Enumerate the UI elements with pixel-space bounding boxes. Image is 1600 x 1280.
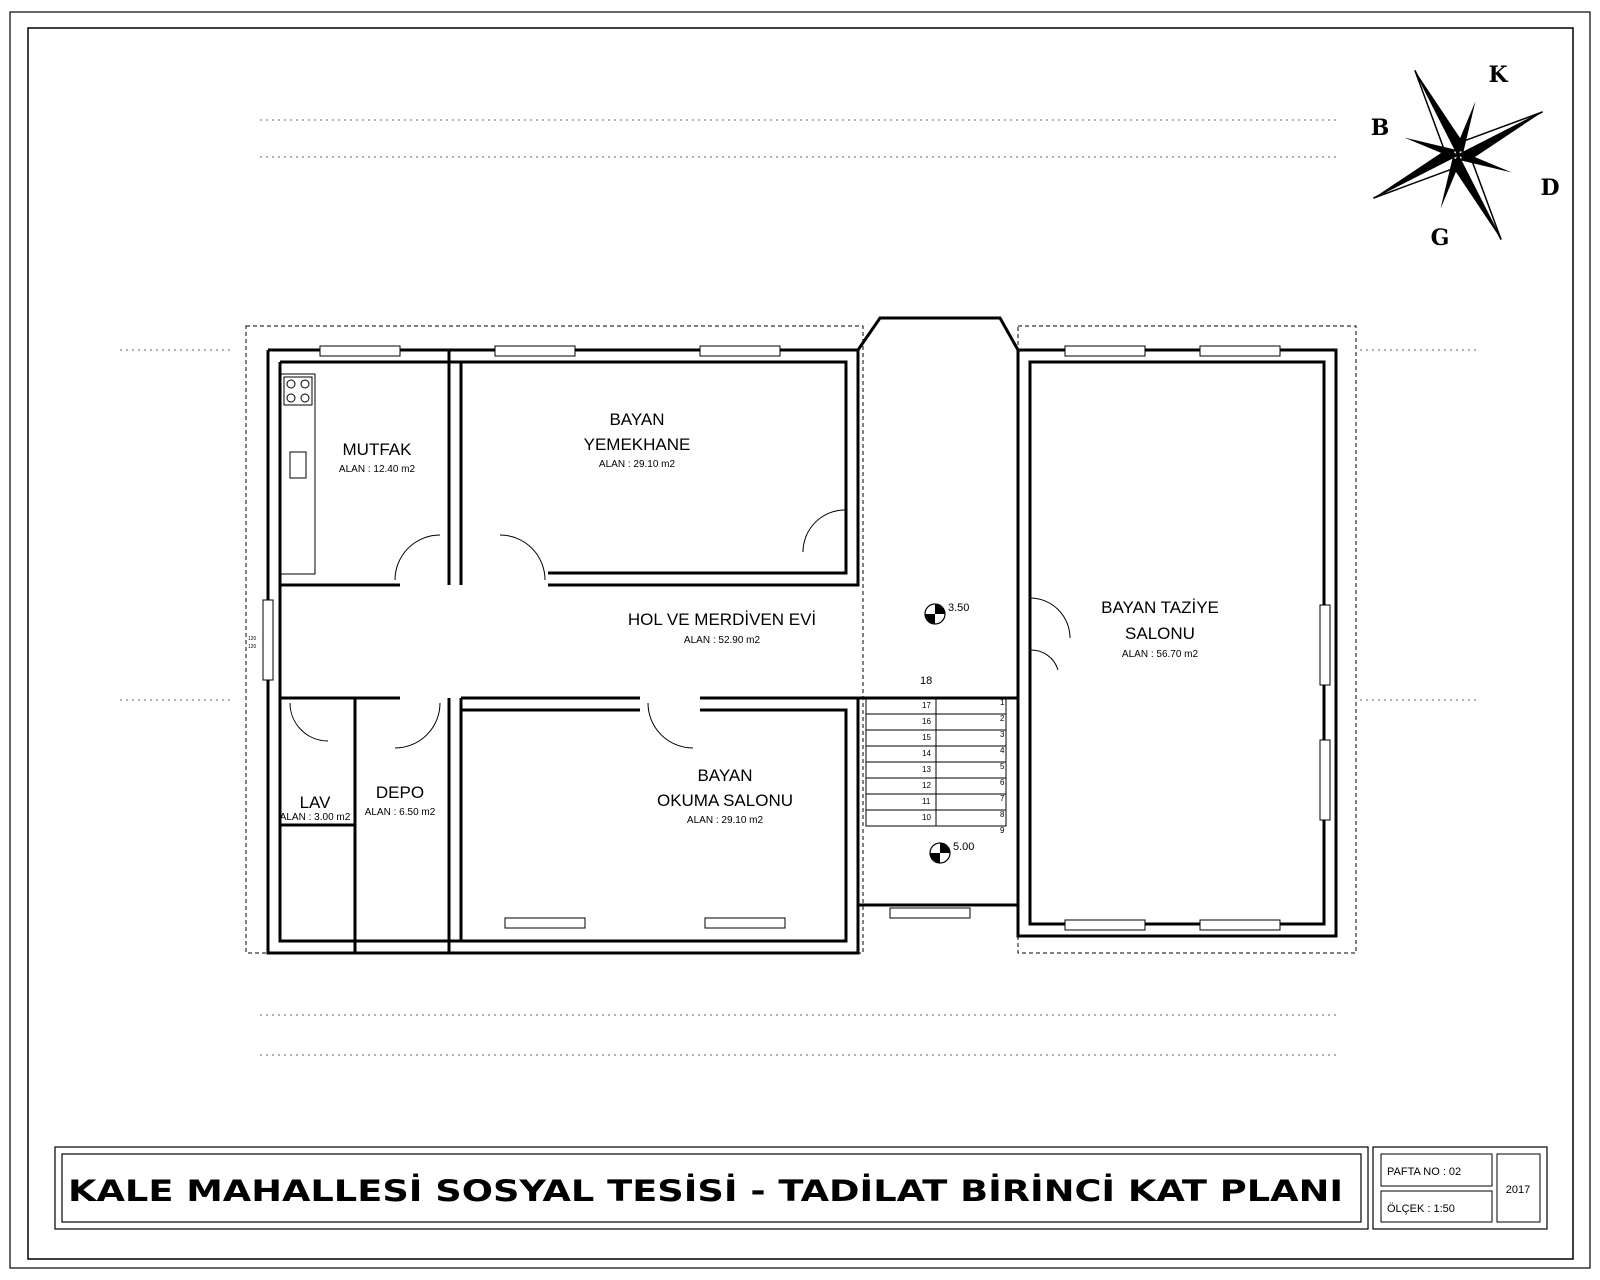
- window-dim-label: 120: [248, 644, 257, 650]
- kitchen-counter: [281, 374, 315, 574]
- compass-north-letter: K: [1488, 62, 1508, 88]
- room-name-depo: DEPO: [375, 783, 425, 802]
- stair-number: 11: [922, 797, 931, 806]
- room-name-okuma-1: BAYAN: [697, 766, 753, 785]
- room-name-yemekhane-2: YEMEKHANE: [583, 435, 691, 454]
- room-name-yemekhane-1: BAYAN: [609, 410, 665, 429]
- inner-border: [28, 28, 1573, 1259]
- doors: [290, 510, 1070, 748]
- stair-numbers-right: [1000, 698, 1005, 835]
- room-area-taziye: ALAN : 56.70 m2: [1121, 649, 1199, 660]
- room-area-yemekhane: ALAN : 29.10 m2: [598, 459, 676, 470]
- room-name-mutfak: MUTFAK: [342, 440, 412, 459]
- room-name-lav: LAV: [299, 793, 331, 812]
- stair-number: 5: [1000, 762, 1005, 771]
- pafta-number: PAFTA NO : 02: [1387, 1166, 1462, 1178]
- stair-number: 13: [922, 765, 931, 774]
- stair-number: 8: [1000, 810, 1005, 819]
- level-marker-hol: [925, 604, 945, 624]
- room-area-okuma: ALAN : 29.10 m2: [686, 815, 764, 826]
- stair-number: 4: [1000, 746, 1005, 755]
- room-area-depo: ALAN : 6.50 m2: [364, 807, 436, 818]
- stair-number: 9: [1000, 826, 1005, 835]
- level-value-stair: 5.00: [953, 841, 975, 853]
- stair-number: 3: [1000, 730, 1005, 739]
- north-arrow-compass: [1330, 27, 1586, 283]
- drawing-year: 2017: [1505, 1184, 1531, 1196]
- stair-number: 2: [1000, 714, 1005, 723]
- window-dim-label: 120: [248, 636, 257, 642]
- stair-number: 15: [922, 733, 931, 742]
- stair-treads: [866, 698, 1006, 826]
- drawing-title: KALE MAHALLESİ SOSYAL TESİSİ - TADİLAT BİRİNCİ KAT PLANI: [68, 1174, 1343, 1208]
- stair-number: 1: [1000, 698, 1005, 707]
- outer-border: [10, 12, 1590, 1268]
- room-area-mutfak: ALAN : 12.40 m2: [338, 464, 416, 475]
- stair-number: 16: [922, 717, 931, 726]
- level-value-hol: 3.50: [948, 602, 970, 614]
- compass-south-letter: G: [1430, 225, 1450, 251]
- stair-number: 17: [922, 701, 931, 710]
- compass-east-letter: D: [1540, 175, 1560, 201]
- stair-top-number: 18: [920, 675, 933, 687]
- stair-number: 14: [922, 749, 931, 758]
- level-marker-stair: [930, 843, 950, 863]
- room-name-okuma-2: OKUMA SALONU: [656, 791, 794, 810]
- stair-number: 6: [1000, 778, 1005, 787]
- compass-west-letter: B: [1370, 115, 1390, 141]
- room-name-taziye-1: BAYAN TAZİYE: [1101, 598, 1219, 617]
- drawing-scale: ÖLÇEK : 1:50: [1387, 1203, 1455, 1215]
- stair-number: 7: [1000, 794, 1005, 803]
- stair-number: 10: [922, 813, 931, 822]
- room-area-hol: ALAN : 52.90 m2: [683, 635, 761, 646]
- room-area-lav: ALAN : 3.00 m2: [279, 812, 351, 823]
- room-name-hol: HOL VE MERDİVEN EVİ: [627, 610, 817, 629]
- axis-marks: [120, 120, 1480, 1055]
- room-name-taziye-2: SALONU: [1125, 624, 1195, 643]
- stair-number: 12: [922, 781, 931, 790]
